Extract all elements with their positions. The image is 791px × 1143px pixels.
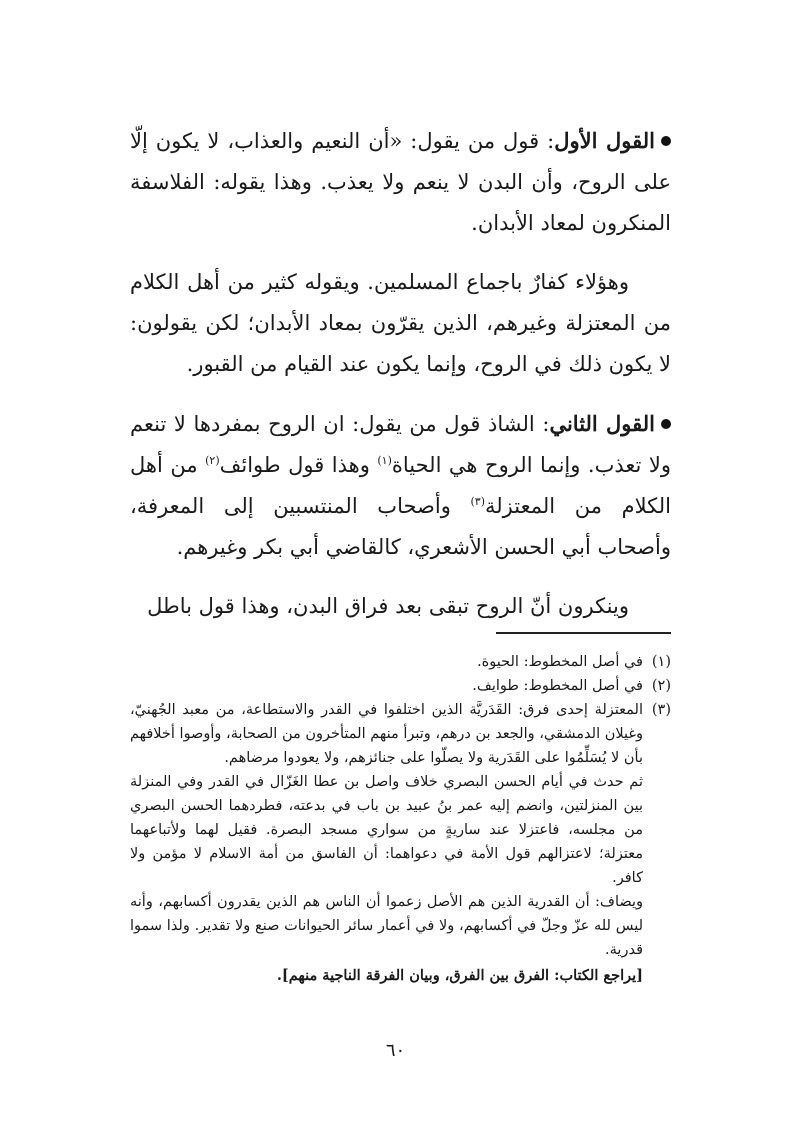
bullet-icon — [661, 136, 671, 146]
footnote-1 — [130, 650, 671, 674]
bullet-icon — [661, 419, 671, 429]
footnote-ref-2[interactable]: (٢) — [205, 454, 220, 467]
footnote-body — [130, 698, 643, 962]
reference-note: [يراجع الكتاب: الفرق بين الفرق، وبيان الفرقة الناجية منهم]. — [276, 967, 643, 984]
second-opinion-text-a: : الشاذ قول من يقول: ان الروح بمفردها لا تنعم ولا تعذب. وإنما الروح هي الحياة — [130, 412, 671, 477]
footnote-ref-1[interactable]: (١) — [377, 454, 392, 467]
footnote-number: (٣) — [651, 702, 671, 718]
footnote-2 — [130, 674, 671, 698]
paragraph-mutazila: وهؤلاء كفارٌ باجماع المسلمين. ويقوله كثير من أهل الكلام من المعتزلة وغيرهم، الذين يقرّون بمعاد الأبدان؛ لكن يقولون: لا يكون ذلك في الروح، وإنما يكون عند القيام من القبور. — [130, 270, 671, 376]
main-text — [130, 120, 671, 627]
footnote-paragraph: المعتزلة إحدى فرق: القَدَريَّة الذين اختلفوا في القدر والاستطاعة، من معبد الجُهنيّ، وغيلان الدمشقي، والجعد بن درهم، وتبرأ منهم المتأخرون من الصحابة، وأوصوا أخلافهم بأن لا يُسَلِّمُوا على القَدَرية ولا يصلّوا على جنائزهم، ولا يعودوا مرضاهم. — [130, 702, 643, 766]
first-opinion-term: القول الأول — [554, 128, 655, 153]
footnote-3 — [130, 698, 671, 962]
footnote-text: في أصل المخطوط: الحيوة. — [477, 654, 643, 670]
footnote-number: (١) — [651, 654, 671, 670]
footnote-ref-3[interactable]: (٣) — [470, 495, 485, 508]
paragraph-first-opinion — [130, 120, 671, 244]
second-opinion-text-c: من أهل الكلام من المعتزلة — [130, 453, 671, 518]
footnote-paragraph: ويضاف: أن القدرية الذين هم الأصل زعموا أن الناس هم الذين يقدرون أكسابهم، وأنه ليس لله عزّ وجلّ في أكسابهم، ولا في أعمار سائر الحيوانات صنع ولا تقدير. ولذا سموا قدرية. — [130, 894, 643, 958]
paragraph-denial: وينكرون أنّ الروح تبقى بعد فراق البدن، وهذا قول باطل — [147, 594, 629, 618]
page-number: ٦٠ — [385, 1040, 406, 1061]
footnote-text: في أصل المخطوط: طوايف. — [472, 678, 643, 694]
second-opinion-term: القول الثاني — [549, 411, 655, 436]
first-opinion-text: : قول من يقول: «أن النعيم والعذاب، لا يكون إلّا على الروح، وأن البدن لا ينعم ولا يعذب. وهذا يقوله: الفلاسفة المنكرون لمعاد الأبدان. — [130, 129, 671, 235]
footnote-paragraph: ثم حدث في أيام الحسن البصري خلاف واصل بن عطا الغَزّال في القدر وفي المنزلة بين المنزلتين، وانضم إليه عمر بنُ عبيد بن باب في بدعته، فطردهما الحسن البصري من مجلسه، فاعتزلا عند ساريةٍ من سواري مسجد البصرة. فقيل لهما ولأتباعهما معتزلة؛ لاعتزالهم قول الأمة في دعواهما: أن الفاسق من أمة الاسلام لا مؤمن ولا كافر. — [130, 774, 643, 886]
second-opinion-text-b: وهذا قول طوائف — [219, 453, 378, 477]
paragraph-second-opinion — [130, 403, 671, 568]
footnote-number: (٢) — [651, 678, 671, 694]
footnotes — [130, 650, 671, 988]
second-opinion-text-d: وأصحاب المنتسبين إلى المعرفة، وأصحاب أبي الحسن الأشعري، كالقاضي أبي بكر وغيرهم. — [130, 494, 671, 559]
footnote-divider — [496, 632, 671, 634]
